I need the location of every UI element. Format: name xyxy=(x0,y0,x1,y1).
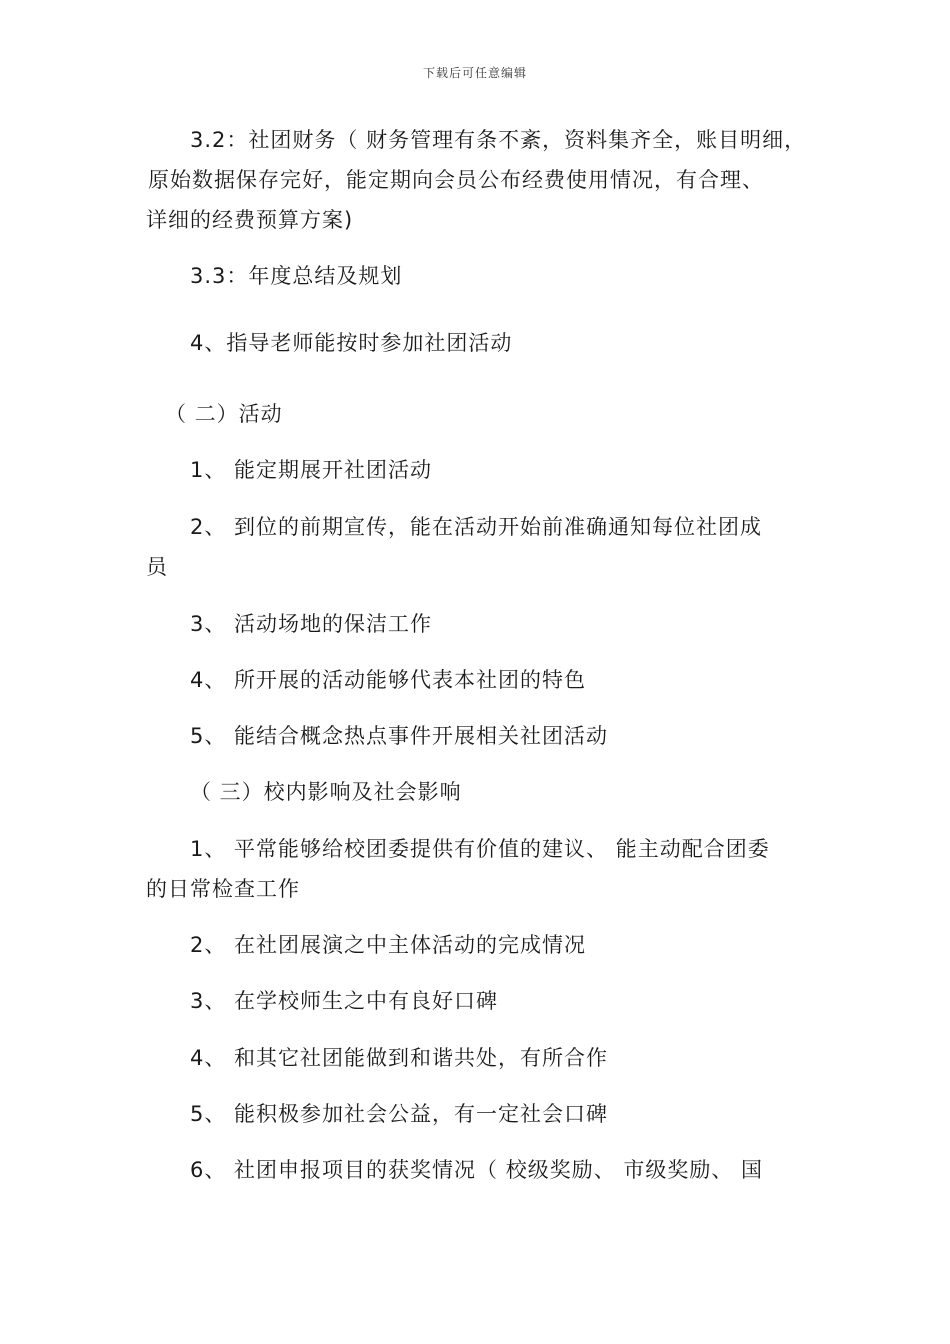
list-item: 6、 社团申报项目的获奖情况（ 校级奖励、 市级奖励、 国 xyxy=(190,1158,764,1182)
section-heading: （ 三）校内影响及社会影响 xyxy=(190,780,462,804)
list-item: 3、 在学校师生之中有良好口碑 xyxy=(190,989,499,1013)
page-header: 下载后可任意编辑 xyxy=(422,66,527,80)
list-item: 2、 到位的前期宣传，能在活动开始前准确通知每位社团成 xyxy=(190,515,763,539)
list-item: 5、 能积极参加社会公益，有一定社会口碑 xyxy=(190,1102,609,1126)
list-item: 4、 所开展的活动能够代表本社团的特色 xyxy=(190,668,587,692)
text-line: 4、指导老师能按时参加社团活动 xyxy=(190,331,513,355)
list-item: 5、 能结合概念热点事件开展相关社团活动 xyxy=(190,724,609,748)
list-item: 1、 平常能够给校团委提供有价值的建议、 能主动配合团委 xyxy=(190,837,770,861)
list-item: 3、 活动场地的保洁工作 xyxy=(190,612,433,636)
list-item: 1、 能定期展开社团活动 xyxy=(190,458,433,482)
text-line: 3.2：社团财务（ 财务管理有条不紊，资料集齐全，账目明细， xyxy=(190,128,807,152)
list-item-continuation: 员 xyxy=(146,555,168,579)
section-heading: （ 二）活动 xyxy=(165,402,283,426)
list-item: 4、 和其它社团能做到和谐共处，有所合作 xyxy=(190,1046,609,1070)
text-line: 详细的经费预算方案) xyxy=(146,208,354,232)
text-line: 原始数据保存完好，能定期向会员公布经费使用情况，有合理、 xyxy=(148,168,764,192)
list-item-continuation: 的日常检查工作 xyxy=(146,877,300,901)
text-line: 3.3：年度总结及规划 xyxy=(190,264,403,288)
list-item: 2、 在社团展演之中主体活动的完成情况 xyxy=(190,933,587,957)
